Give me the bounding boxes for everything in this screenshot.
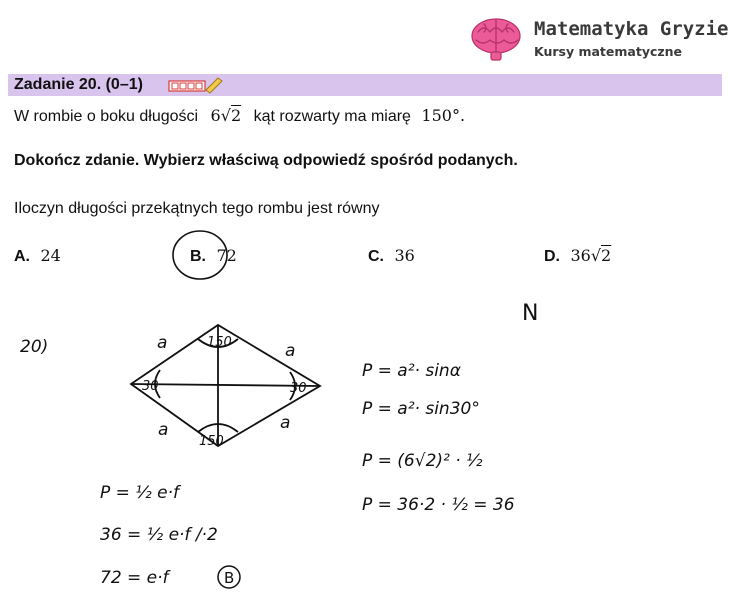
brand-subtitle: Kursy matematyczne xyxy=(534,44,683,59)
task-title: Zadanie 20. (0–1) xyxy=(14,76,143,93)
option-value: 72 xyxy=(216,246,237,265)
angle-value: 150°. xyxy=(421,106,466,125)
hand-formula-line: P = 36·2 · ½ = 36 xyxy=(362,495,515,515)
angle-label: kąt rozwarty ma miarę xyxy=(253,108,411,125)
statement-text: W rombie o boku długości xyxy=(14,108,199,125)
side-coefficient: 6 xyxy=(210,106,221,125)
selected-answer-circle xyxy=(173,231,227,279)
side-label-a: a xyxy=(158,420,169,440)
angle-label-left: 30 xyxy=(142,379,159,394)
option-value: 24 xyxy=(40,246,61,265)
hand-formula-line: P = a²· sinα xyxy=(362,361,461,381)
option-letter: C. xyxy=(368,248,384,265)
side-label-a: a xyxy=(280,413,291,433)
option-value-coef: 36 xyxy=(570,246,591,265)
hand-corner-mark: N xyxy=(522,301,539,326)
hand-formula-line: P = ½ e·f xyxy=(100,483,180,503)
angle-label-right: 30 xyxy=(290,381,307,396)
option-value: 36 xyxy=(394,246,415,265)
side-label-a: a xyxy=(285,341,296,361)
hand-answer-letter: B xyxy=(224,569,235,587)
angle-label-top: 150 xyxy=(207,335,232,350)
side-radicand: 2 xyxy=(230,106,242,125)
hand-task-number: 20) xyxy=(20,337,49,357)
brand-name: Matematyka Gryzie xyxy=(534,18,729,40)
task-instruction: Dokończ zdanie. Wybierz właściwą odpowiedź spośród podanych. xyxy=(14,152,518,169)
option-value: 36√2 xyxy=(570,246,612,265)
hand-formula-line: 36 = ½ e·f /·2 xyxy=(100,525,218,545)
option-value-radicand: 2 xyxy=(601,246,612,265)
side-label-a: a xyxy=(157,333,168,353)
hand-formula-line: P = (6√2)² · ½ xyxy=(362,451,483,471)
option-letter: B. xyxy=(190,248,206,265)
task-question: Iloczyn długości przekątnych tego rombu jest równy xyxy=(14,200,380,217)
hand-formula-line: 72 = e·f xyxy=(100,568,169,588)
angle-label-bottom: 150 xyxy=(199,434,224,449)
side-length: 6√2 xyxy=(210,106,242,125)
option-letter: D. xyxy=(544,248,560,265)
option-letter: A. xyxy=(14,248,30,265)
hand-formula-line: P = a²· sin30° xyxy=(362,399,480,419)
